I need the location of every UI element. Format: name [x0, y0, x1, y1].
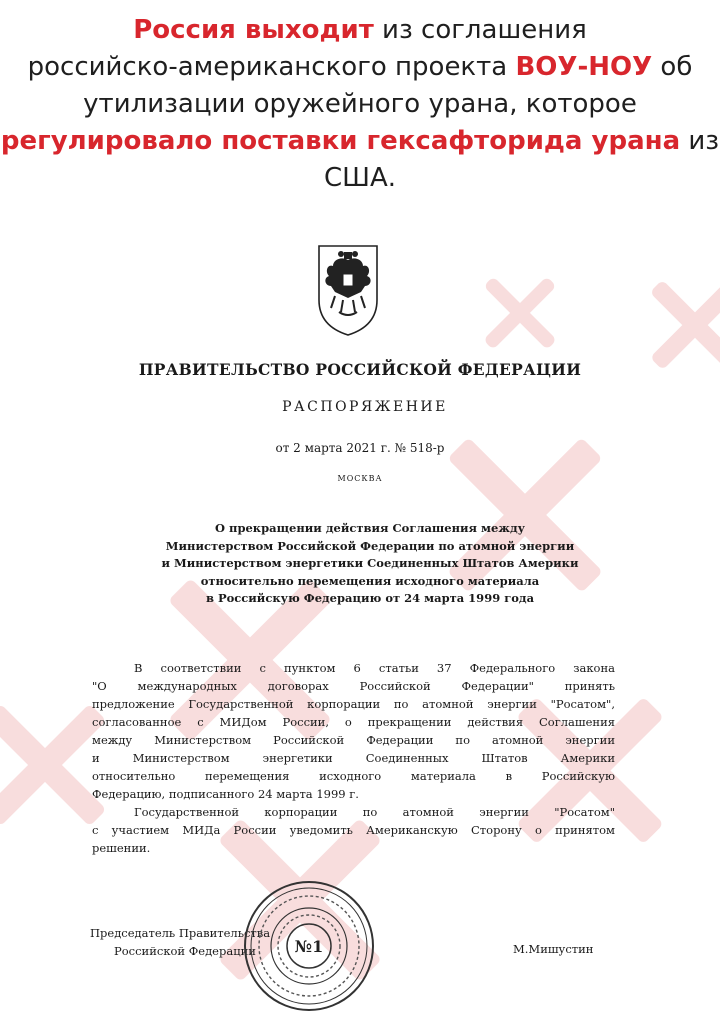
- headline-line-1: Россия выходит из соглашения: [133, 15, 587, 45]
- subject-line: О прекращении действия Соглашения между: [215, 521, 525, 535]
- subject-line: Министерством Российской Федерации по атомной энергии: [165, 538, 575, 553]
- headline-line-4: регулировало поставки гексафторида урана из: [0, 126, 720, 156]
- subject-line: относительно перемещения исходного материала: [200, 573, 540, 588]
- body-line: относительно перемещения исходного материала в Российскую: [92, 769, 615, 783]
- body-line: и Министерством энергетики Соединенных Штатов Америки: [92, 751, 615, 765]
- body-line: Государственной корпорации по атомной энергии "Росатом": [134, 805, 615, 819]
- signature-title-line-2: Российской Федерации: [114, 944, 256, 958]
- government-title: ПРАВИТЕЛЬСТВО РОССИЙСКОЙ ФЕДЕРАЦИИ: [138, 360, 582, 379]
- body-line: Федерацию, подписанного 24 марта 1999 г.: [92, 787, 359, 801]
- official-stamp-icon: [241, 878, 377, 1014]
- coat-of-arms-icon: [303, 238, 393, 338]
- body-line: между Министерством Российской Федерации по атомной энергии: [92, 733, 615, 747]
- signatory-name: М.Мишустин: [513, 942, 594, 956]
- document-date-number: от 2 марта 2021 г. № 518-р: [275, 441, 445, 455]
- subject-line: и Министерством энергетики Соединенных Штатов Америки: [161, 556, 579, 570]
- body-line: предложение Государственной корпорации по атомной энергии "Росатом",: [92, 697, 615, 711]
- body-line: В соответствии с пунктом 6 статьи 37 Федерального закона: [134, 661, 615, 675]
- document-body: [92, 659, 615, 857]
- headline: [0, 12, 720, 197]
- headline-line-5: США.: [323, 163, 396, 193]
- stamp-number: №1: [294, 937, 324, 956]
- document-subject: [140, 520, 600, 608]
- document-city: МОСКВА: [337, 474, 383, 483]
- headline-line-2: российско-американского проекта ВОУ-НОУ об: [27, 52, 693, 82]
- body-line: согласованное с МИДом России, о прекращении действия Соглашения: [92, 715, 615, 729]
- body-line: "О международных договорах Российской Федерации" принять: [92, 679, 615, 693]
- subject-line: в Российскую Федерацию от 24 марта 1999 года: [205, 591, 535, 605]
- body-line: решении.: [92, 841, 151, 855]
- watermark-cross: [475, 268, 565, 358]
- headline-line-3: утилизации оружейного урана, которое: [83, 89, 637, 119]
- signature-title-line-1: Председатель Правительства: [90, 926, 271, 940]
- document-type: РАСПОРЯЖЕНИЕ: [282, 399, 448, 415]
- body-line: с участием МИДа России уведомить Американскую Сторону о принятом: [92, 823, 615, 837]
